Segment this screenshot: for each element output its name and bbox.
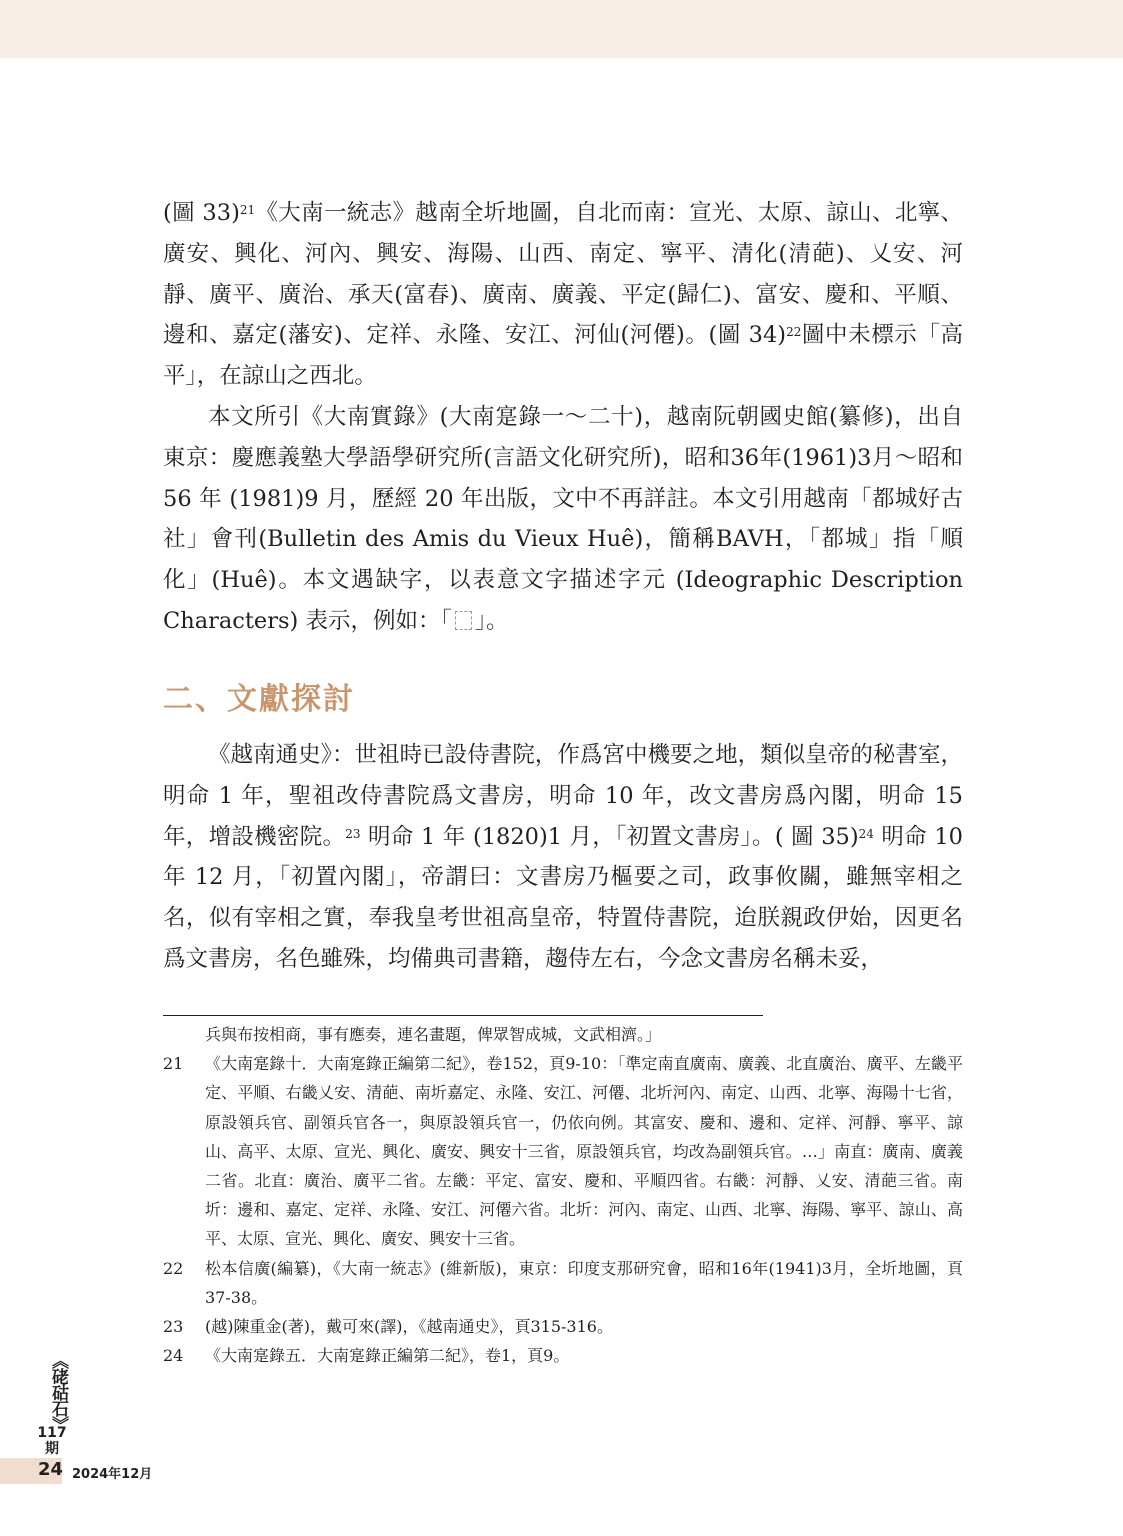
footnotes [163,1020,963,1370]
footnote-24 [163,1341,963,1370]
paragraph-2 [163,397,963,642]
footnote-text: 《大南寔錄五．大南寔錄正編第二紀》，卷1，頁9。 [205,1346,570,1366]
page-number: 24 [38,1459,64,1480]
paragraph-3-text: 《越南通史》：世祖時已設侍書院，作爲宮中機要之地，類似皇帝的秘書室，明命 1 年，聖祖改侍書院爲文書房，明命 10 年，改文書房爲內閣，明命 15 年，增設機密院。 [163,742,963,850]
footnote-23 [163,1312,963,1341]
paragraph-1-text: 《大南一統志》越南全圻地圖，自北而南：宣光、太原、諒山、北寧、廣安、興化、河內、興安、海陽、山西、南定、寧平、清化(清葩)、乂安、河靜、廣平、廣治、承天(富春)、廣南、廣義、平定(歸仁)、富安、慶和、平順、邊和、嘉定(藩安)、定祥、永隆、安江、河仙(河僊)。 [163,200,963,349]
footnote-continued: 兵與布按相商，事有應奏，連名畫題，俾眾智成城，文武相濟。」 [205,1025,662,1044]
footnote-text: (越)陳重金(著)，戴可來(譯)，《越南通史》，頁315-316。 [205,1317,613,1337]
footnote-ref-24[interactable]: 24 [858,826,874,841]
issue-unit: 期 [45,1441,59,1457]
footnote-number: 22 [163,1258,184,1278]
paragraph-2-end: 」。 [474,607,509,634]
section-heading: 二、文獻探討 [163,682,355,717]
journal-issue [32,1425,72,1457]
paragraph-3 [163,735,963,980]
paragraph-1 [163,193,963,397]
journal-title: 《硓𥑮石》 [48,1352,68,1432]
main-text-section-2 [163,735,963,980]
footnote-number: 23 [163,1317,184,1337]
paragraph-3-text-b: 明命 1 年 (1820)1 月，「初置文書房」。( 圖 35) [360,823,859,850]
paragraph-1-text-end: 圖中未標示「高平」，在諒山之西北。 [163,322,963,390]
top-band [0,0,1123,58]
figure-ref-33: (圖 33) [163,200,240,226]
footnote-number: 24 [163,1346,184,1366]
issue-number: 117 [37,1425,67,1441]
main-text [163,193,963,642]
footnote-ref-22[interactable]: 22 [786,325,802,340]
missing-character-icon [455,611,472,630]
footnote-number: 21 [163,1054,184,1074]
figure-ref-34: (圖 34) [708,322,787,349]
footnote-text: 松本信廣(編纂)，《大南一統志》(維新版)，東京：印度支那研究會，昭和16年(1941)3月，全圻地圖，頁37-38。 [205,1258,963,1307]
paragraph-2-text: 本文所引《大南實錄》(大南寔錄一～二十)，越南阮朝國史館(纂修)，出自東京：慶應義塾大學語學研究所(言語文化研究所)，昭和36年(1961)3月～昭和 56 年 (1981)9 月，歷經 20 年出版，文中不再詳註。本文引用越南「都城好古社」會刊(Bulletin des Amis du Vieux Huê)，簡稱BAVH，「都城」指「順化」(Huê)。本文遇缺字，以表意文字描述字元 (Ideographic Description Characters) 表示，例如：「 [163,403,963,634]
paragraph-3-text-c: 明命 10 年 12 月，「初置內閣」，帝謂曰：文書房乃樞要之司，政事攸關，雖無宰相之名，似有宰相之實，奉我皇考世祖高皇帝，特置侍書院，迨朕親政伊始，因更名爲文書房，名色雖殊，均備典司書籍，趨侍左右，今念文書房名稱未妥， [163,823,963,972]
footnote-text: 《大南寔錄十．大南寔錄正編第二紀》，卷152，頁9-10：「準定南直廣南、廣義、北直廣治、廣平、左畿平定、平順、右畿乂安、清葩、南圻嘉定、永隆、安江、河僊、北圻河內、南定、山西、北寧、海陽十七省，原設領兵官、副領兵官各一，與原設領兵官一，仍依向例。其富安、慶和、邊和、定祥、河靜、寧平、諒山、高平、太原、宣光、興化、廣安、興安十三省，原設領兵官，均改為副領兵官。…」南直：廣南、廣義二省。北直：廣治、廣平二省。左畿：平定、富安、慶和、平順四省。右畿：河靜、乂安、清葩三省。南圻：邊和、嘉定、定祥、永隆、安江、河僊六省。北圻：河內、南定、山西、北寧、海陽、寧平、諒山、高平、太原、宣光、興化、廣安、興安十三省。 [205,1054,963,1249]
footnote-divider [163,1015,763,1016]
issue-date: 2024年12月 [72,1467,153,1482]
footnote-ref-23[interactable]: 23 [345,826,361,841]
footnote-21 [163,1049,963,1253]
footnote-22 [163,1254,963,1312]
footnote-ref-21[interactable]: 21 [239,203,256,217]
